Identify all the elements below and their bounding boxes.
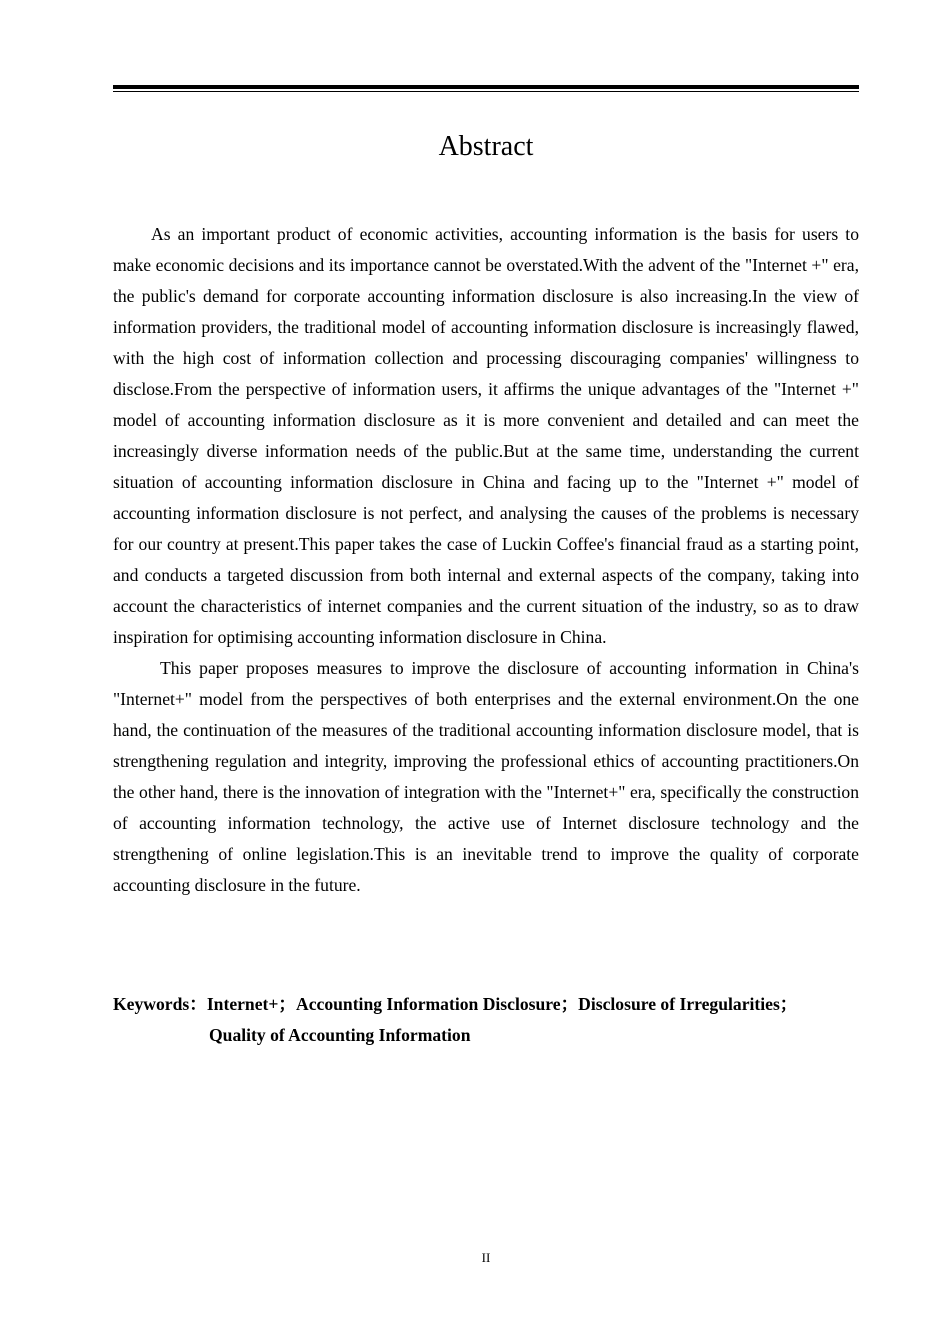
header-rule-thick <box>113 85 859 89</box>
keywords-line-1: Keywords：Internet+；Accounting Information Disclosure；Disclosure of Irregularities； <box>113 994 798 1014</box>
page-title: Abstract <box>438 131 534 162</box>
header-rule-thin <box>113 91 859 92</box>
abstract-paragraph-1: As an important product of economic activities, accounting information is the basis for users to make economic decisions and its importance cannot be overstated.With the advent of the "Internet +" era, the public's demand for corporate accounting information disclosure is also increasing.In the view of information providers, the traditional model of accounting information disclosure is increasingly flawed, with the high cost of information collection and processing discouraging companies' willingness to disclose.From the perspective of information users, it affirms the unique advantages of the "Internet +" model of accounting information disclosure as it is more convenient and detailed and can meet the increasingly diverse information needs of the public.But at the same time, understanding the current situation of accounting information disclosure in China and facing up to the "Internet +" model of accounting information disclosure is not perfect, and analysing the causes of the problems is necessary for our country at present.This paper takes the case of Luckin Coffee's financial fraud as a starting point, and conducts a targeted discussion from both internal and external aspects of the company, taking into account the characteristics of internet companies and the current situation of the industry, so as to draw inspiration for optimising accounting information disclosure in China. <box>113 224 859 647</box>
page-number: II <box>481 1250 491 1265</box>
abstract-body <box>113 219 859 901</box>
abstract-paragraph-2: This paper proposes measures to improve the disclosure of accounting information in China's "Internet+" model from the perspectives of both enterprises and the external environment.On the one hand, the continuation of the measures of the traditional accounting information disclosure model, that is strengthening regulation and integrity, improving the professional ethics of accounting practitioners.On the other hand, there is the innovation of integration with the "Internet+" era, specifically the construction of accounting information technology, the active use of Internet disclosure technology and the strengthening of online legislation.This is an inevitable trend to improve the quality of corporate accounting disclosure in the future. <box>113 658 859 895</box>
keywords-block <box>113 989 859 1051</box>
keywords-line-2: Quality of Accounting Information <box>209 1025 471 1045</box>
